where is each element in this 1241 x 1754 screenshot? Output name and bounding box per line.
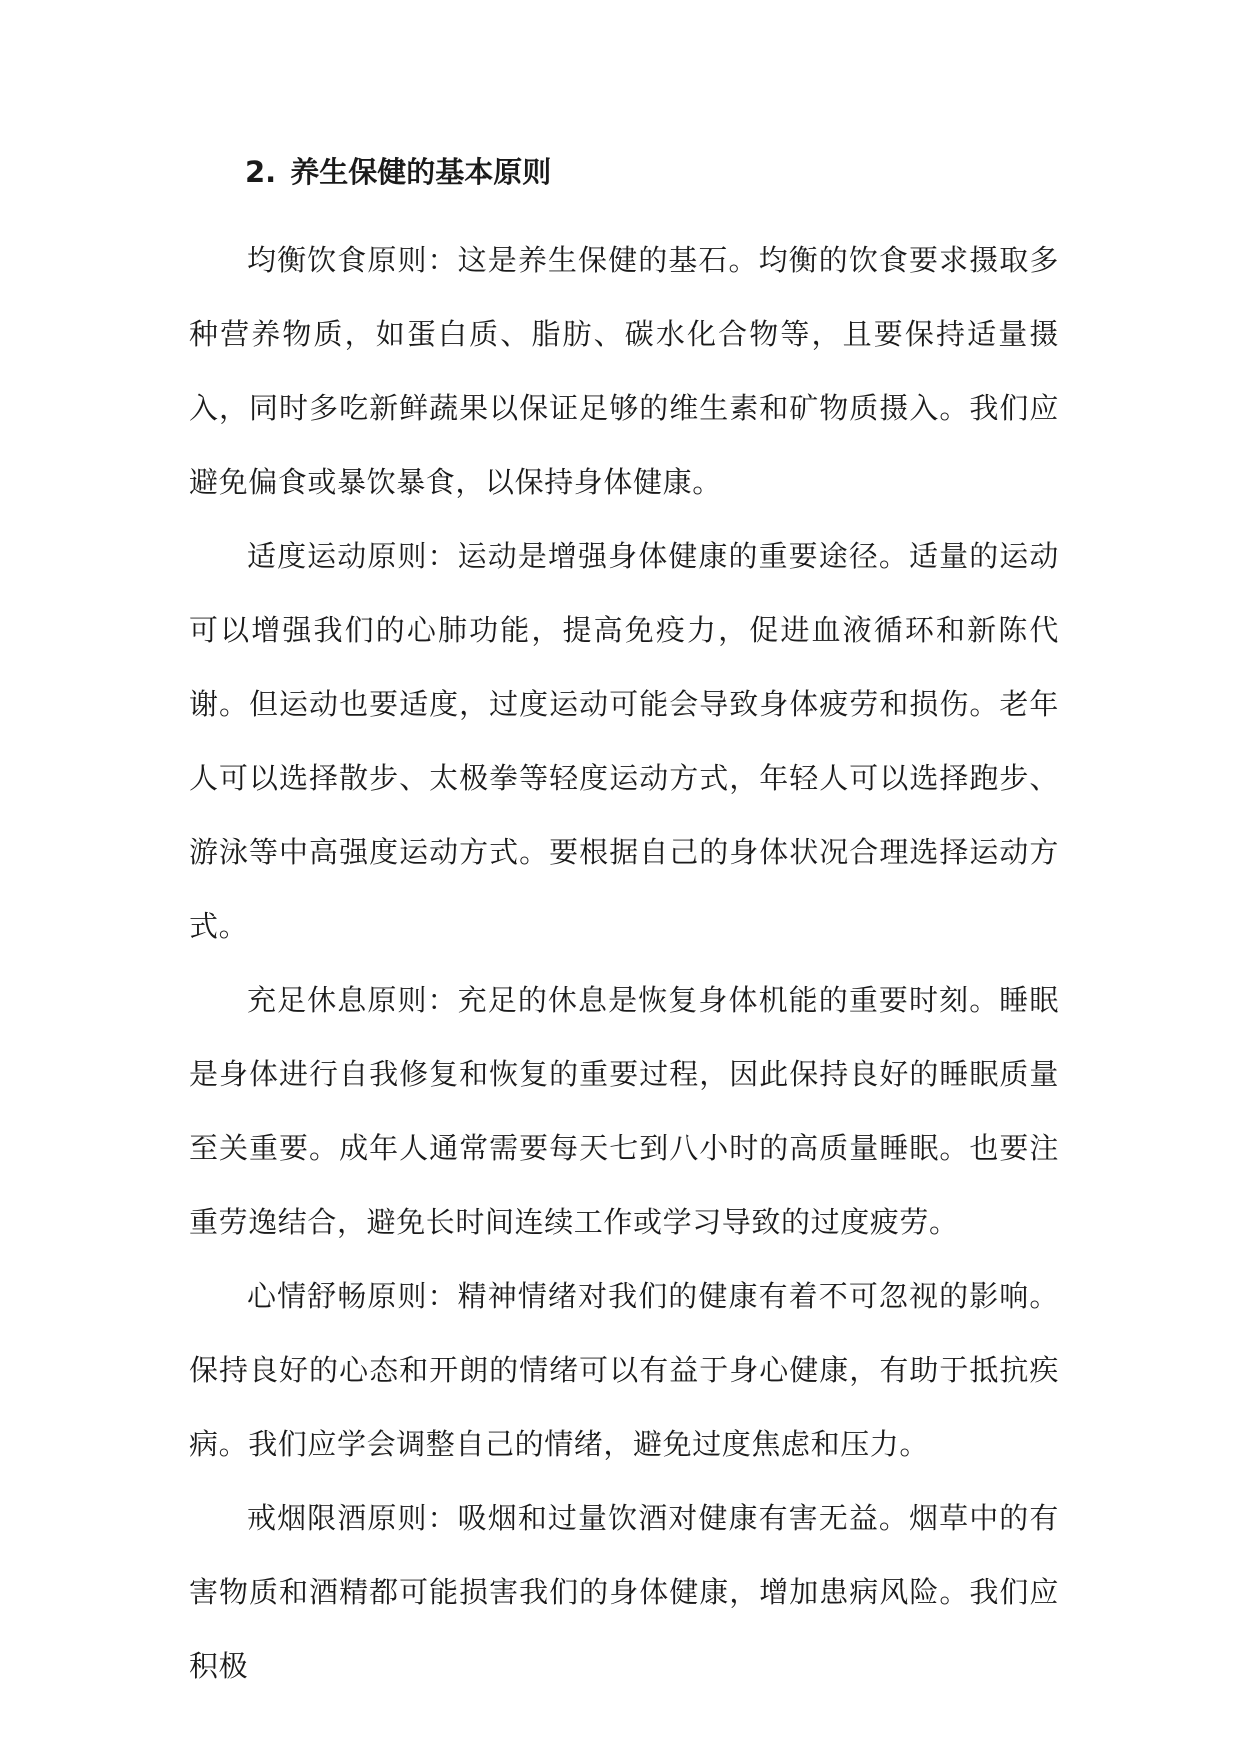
document-body (189, 223, 1059, 1703)
paragraph-good-mood: 心情舒畅原则：精神情绪对我们的健康有着不可忽视的影响。保持良好的心态和开朗的情绪可以有益于身心健康，有助于抵抗疾病。我们应学会调整自己的情绪，避免过度焦虑和压力。 (189, 1279, 1059, 1461)
paragraph-moderate-exercise: 适度运动原则：运动是增强身体健康的重要途径。适量的运动可以增强我们的心肺功能，提高免疫力，促进血液循环和新陈代谢。但运动也要适度，过度运动可能会导致身体疲劳和损伤。老年人可以选择散步、太极拳等轻度运动方式，年轻人可以选择跑步、游泳等中高强度运动方式。要根据自己的身体状况合理选择运动方式。 (189, 539, 1059, 943)
section-heading (245, 150, 551, 194)
paragraph-balanced-diet: 均衡饮食原则：这是养生保健的基石。均衡的饮食要求摄取多种营养物质，如蛋白质、脂肪、碳水化合物等，且要保持适量摄入，同时多吃新鲜蔬果以保证足够的维生素和矿物质摄入。我们应避免偏食或暴饮暴食，以保持身体健康。 (189, 243, 1059, 499)
paragraph-quit-smoking-limit-alcohol: 戒烟限酒原则：吸烟和过量饮酒对健康有害无益。烟草中的有害物质和酒精都可能损害我们的身体健康，增加患病风险。我们应积极 (189, 1501, 1059, 1683)
paragraph-adequate-rest: 充足休息原则：充足的休息是恢复身体机能的重要时刻。睡眠是身体进行自我修复和恢复的重要过程，因此保持良好的睡眠质量至关重要。成年人通常需要每天七到八小时的高质量睡眠。也要注重劳逸结合，避免长时间连续工作或学习导致的过度疲劳。 (189, 983, 1059, 1239)
section-number: 2. (245, 155, 277, 189)
section-title: 养生保健的基本原则 (290, 155, 552, 189)
